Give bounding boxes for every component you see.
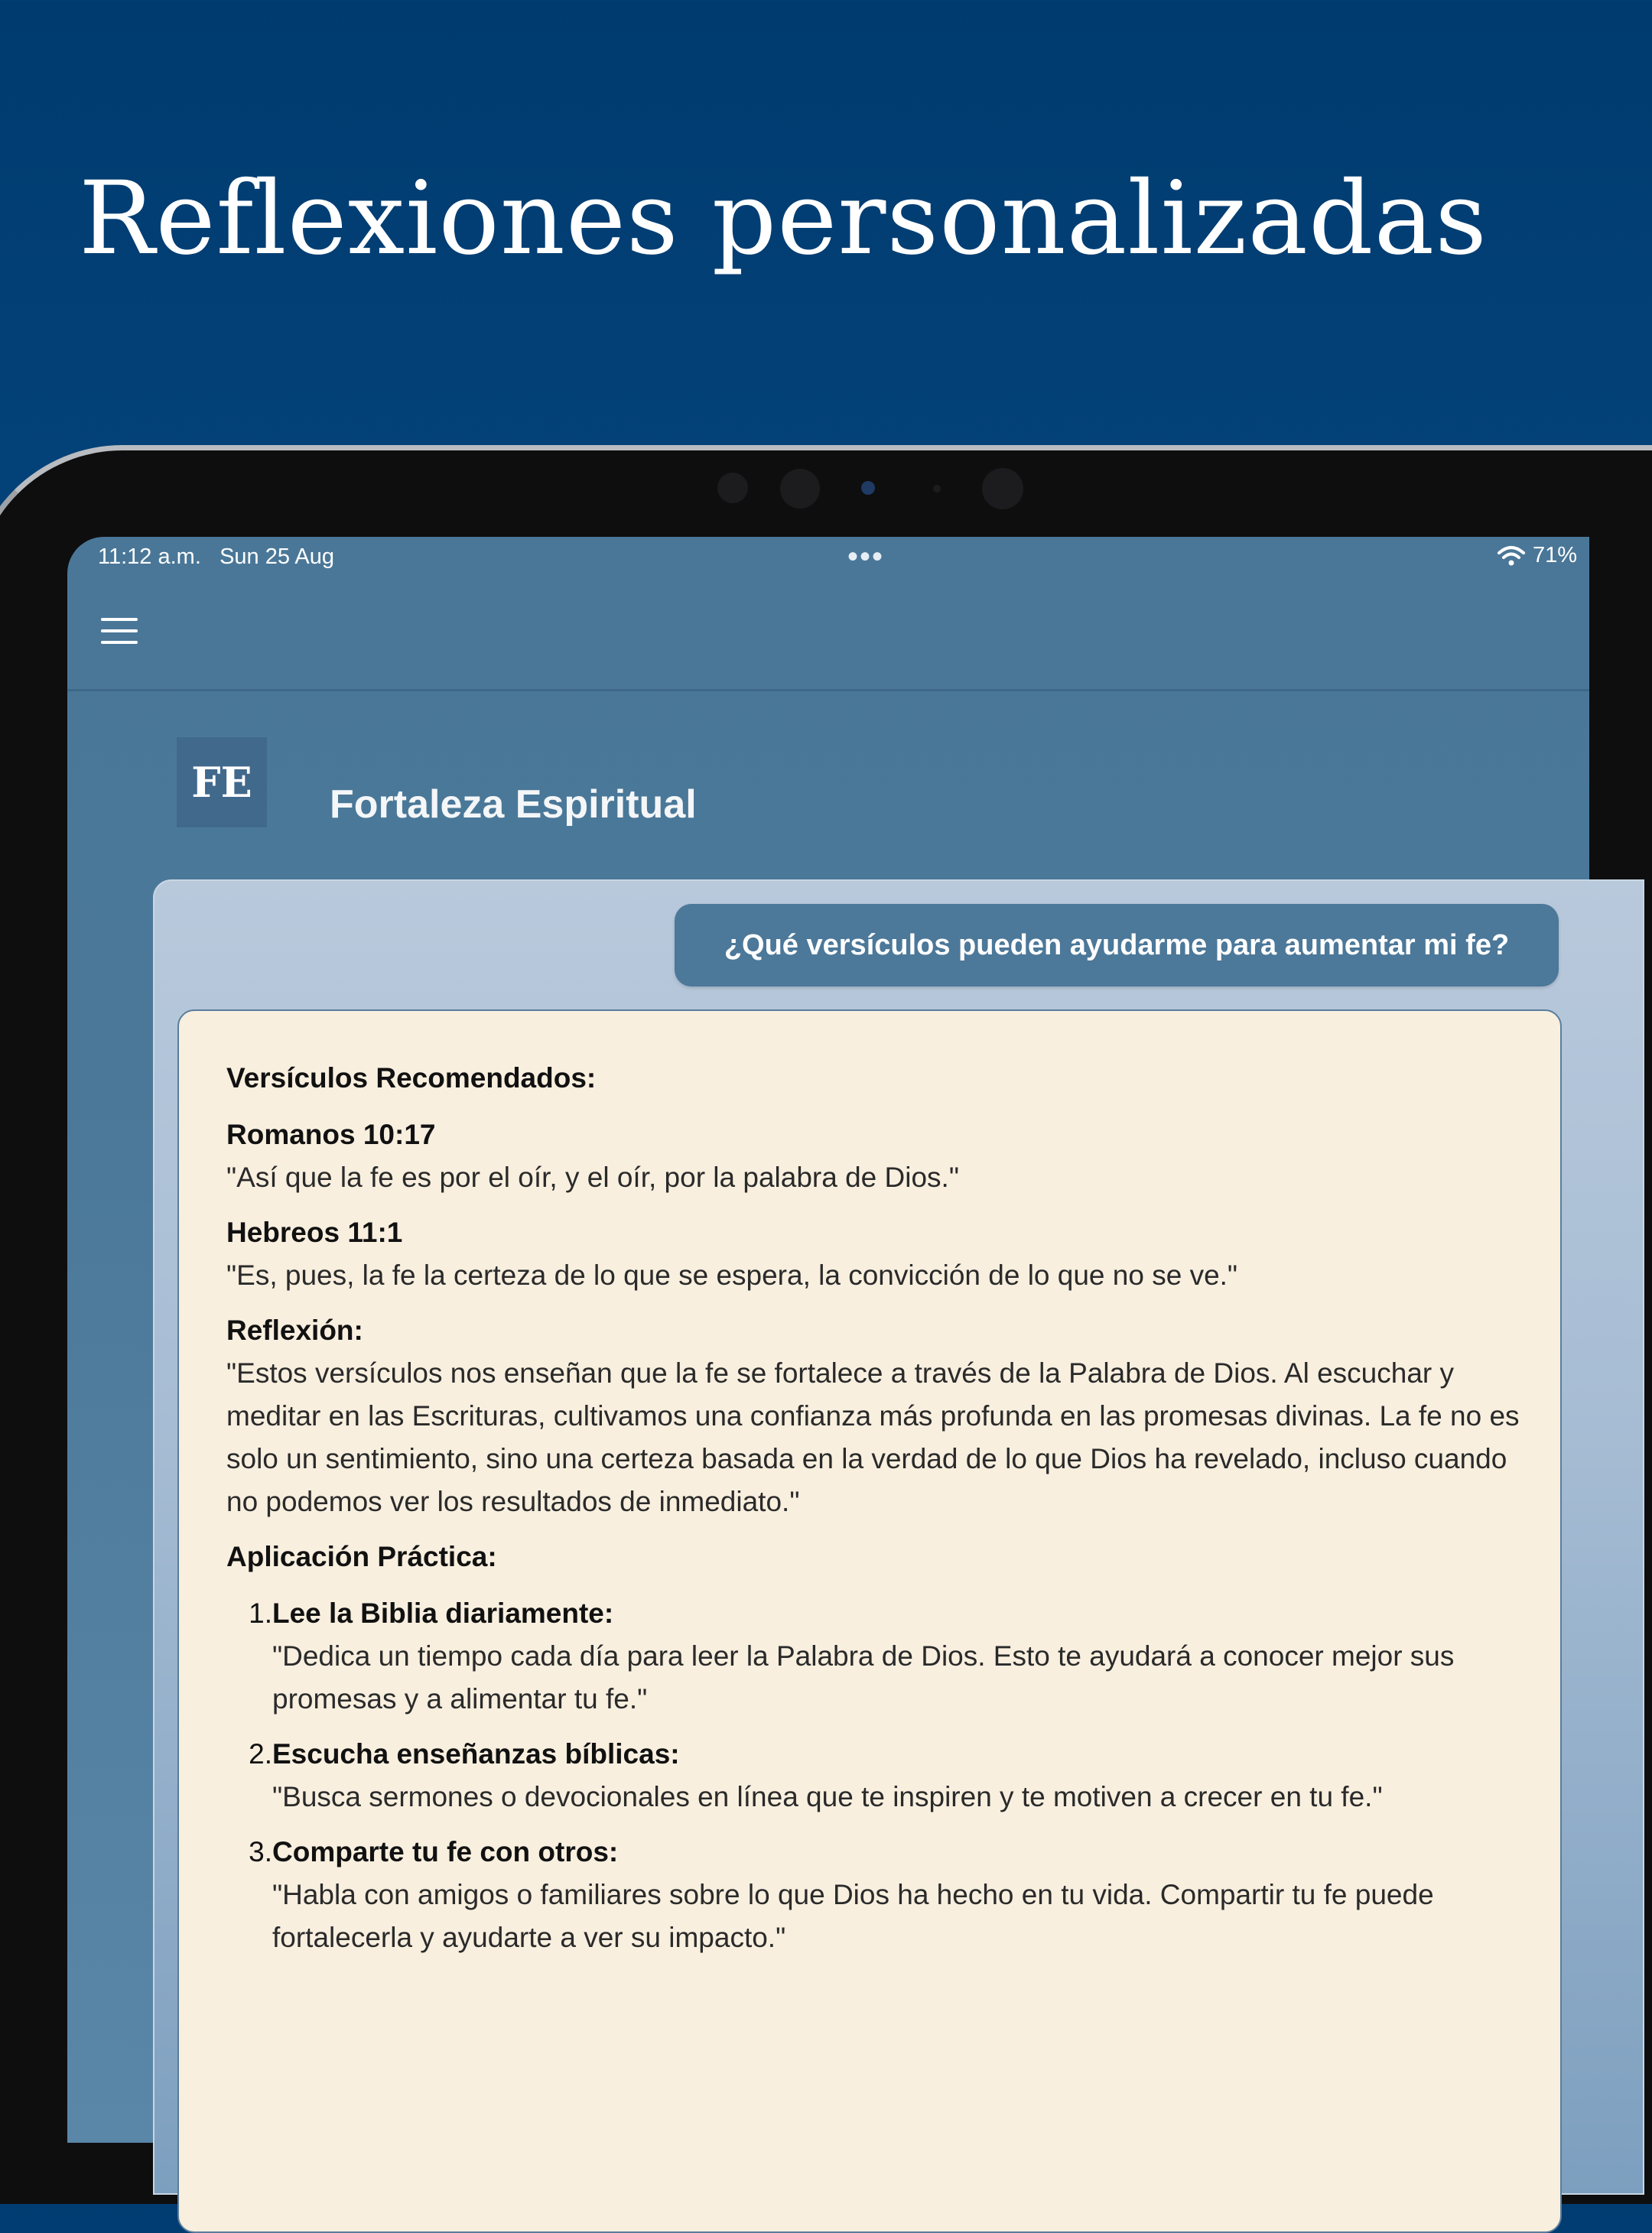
application-heading: Aplicación Práctica: [226,1541,497,1572]
list-number: 3. [249,1836,272,1867]
verse-text: "Así que la fe es por el oír, y el oír, por la palabra de Dios." [226,1162,959,1193]
camera-dot [933,485,941,492]
marketing-headline: Reflexiones personalizadas [79,160,1488,278]
camera-lens [861,481,875,495]
app-screen [67,537,1589,2143]
app-top-bar [67,580,1589,691]
list-item-text: "Habla con amigos o familiares sobre lo que Dios ha hecho en tu vida. Compartir tu fe puede fortalecerla y ayudarte a ver su impacto." [272,1879,1434,1953]
verse-reference: Hebreos 11:1 [226,1217,403,1248]
status-time: 11:12 a.m. [98,544,201,569]
user-message-bubble: ¿Qué versículos pueden ayudarme para aumentar mi fe? [675,904,1559,986]
hamburger-menu-icon[interactable] [101,618,138,645]
assistant-answer-card [177,1009,1562,2233]
camera-dot [717,473,748,503]
list-number: 1. [249,1598,272,1629]
answer-content [226,1057,1527,1971]
reflection-heading: Reflexión: [226,1315,363,1346]
verse-reference: Romanos 10:17 [226,1119,436,1150]
list-number: 2. [249,1738,272,1770]
status-date: Sun 25 Aug [220,544,335,569]
multitasking-dots[interactable]: ••• [847,540,885,574]
reflection-text: "Estos versículos nos enseñan que la fe se fortalece a través de la Palabra de Dios. Al escuchar y meditar en las Escrituras, cultivamos una confianza más profunda en las promesas divinas. La fe no es solo un sentimiento, sino una certeza basada en la verdad de lo que Dios ha revelado, incluso cuando no podemos ver los resultados de inmediato." [226,1357,1520,1517]
camera-dot [982,468,1023,509]
list-item-text: "Busca sermones o devocionales en línea que te inspiren y te motiven a crecer en tu fe." [272,1781,1383,1812]
verse-block [226,1113,1527,1199]
list-item-text: "Dedica un tiempo cada día para leer la Palabra de Dios. Esto te ayudará a conocer mejor sus promesas y a alimentar tu fe." [272,1640,1455,1715]
verse-text: "Es, pues, la fe la certeza de lo que se espera, la convicción de lo que no se ve." [226,1260,1238,1291]
reflection-block [226,1309,1527,1523]
status-time-date [98,544,334,570]
app-logo: FE [177,737,267,827]
camera-dot [780,469,820,509]
list-item-title: Lee la Biblia diariamente: [272,1598,614,1629]
list-item [226,1733,1527,1819]
list-item [226,1592,1527,1721]
app-title: Fortaleza Espiritual [330,782,697,827]
battery-percent: 71% [1533,543,1578,567]
list-item [226,1831,1527,1959]
list-item-title: Comparte tu fe con otros: [272,1836,619,1867]
wifi-icon [1498,545,1525,567]
list-item-title: Escucha enseñanzas bíblicas: [272,1738,680,1770]
status-right [1498,543,1577,568]
verse-block [226,1211,1527,1297]
status-bar [67,537,1589,580]
recommended-heading: Versículos Recomendados: [226,1062,597,1094]
